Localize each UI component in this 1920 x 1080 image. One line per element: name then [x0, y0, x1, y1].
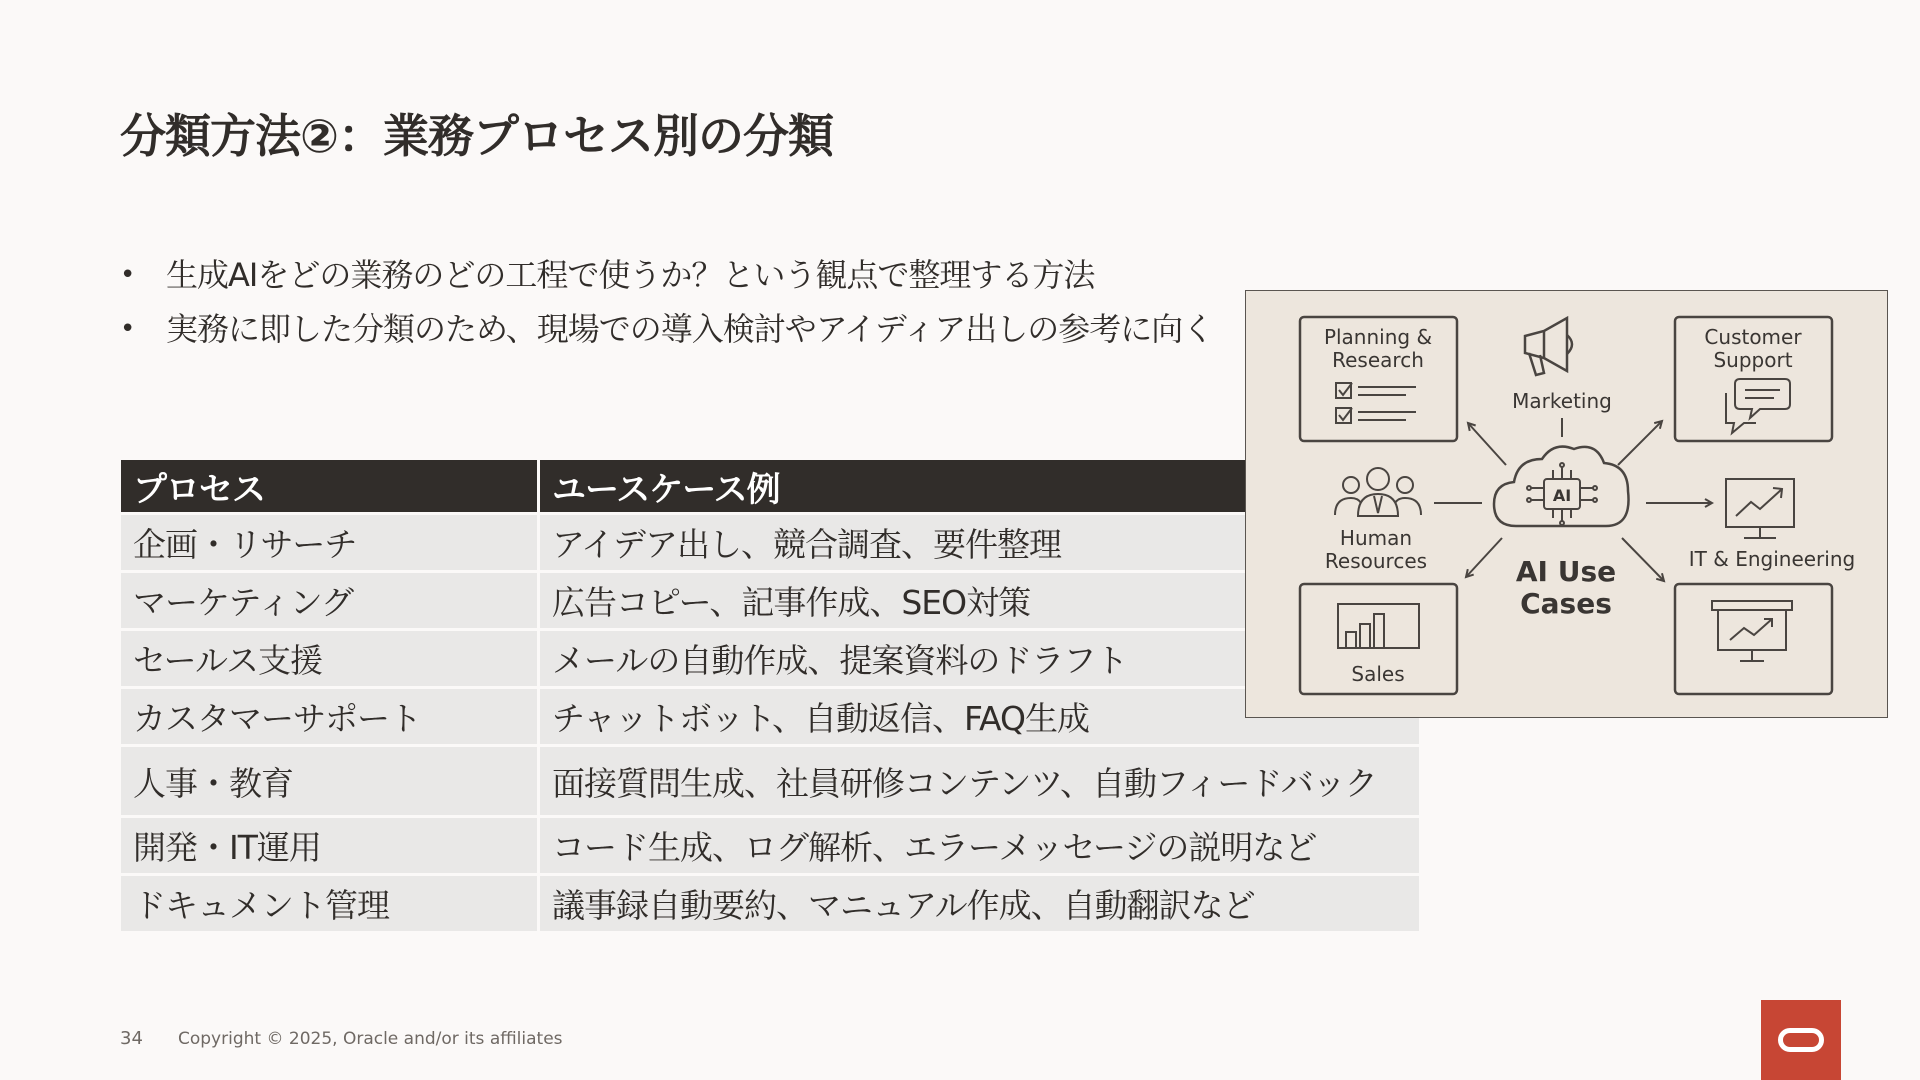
presentation-node: [1675, 584, 1832, 694]
process-cell: ドキュメント管理: [121, 876, 537, 931]
process-cell: 企画・リサーチ: [121, 515, 537, 570]
human-resources-node: [1325, 468, 1427, 573]
arrow-to-planning: [1468, 423, 1506, 465]
arrow-to-support: [1618, 421, 1662, 465]
process-cell: 人事・教育: [121, 747, 537, 815]
table-row: [121, 631, 1419, 686]
customer-support-node: [1675, 317, 1832, 441]
process-cell: 開発・IT運用: [121, 818, 537, 873]
bullet-text: 実務に即した分類のため、現場での導入検討やアイディア出しの参考に向く: [166, 310, 1214, 348]
table-row: [121, 876, 1419, 931]
page-number: 34: [120, 1028, 143, 1049]
checklist-icon: [1336, 383, 1416, 423]
table-header-row: [121, 460, 1419, 512]
infographic-svg: [1246, 291, 1889, 719]
ai-chip-label: AI: [1552, 486, 1572, 505]
sales-node: [1300, 584, 1457, 694]
it-engineering-node: [1689, 479, 1855, 571]
it-label: IT & Engineering: [1688, 547, 1856, 571]
process-cell: セールス支援: [121, 631, 537, 686]
sales-label: Sales: [1351, 662, 1405, 686]
usecase-cell: メールの自動作成、提案資料のドラフト: [540, 631, 1419, 686]
bullet-item: [120, 302, 1213, 356]
hr-label-1: Human: [1339, 526, 1413, 550]
table-row: [121, 689, 1419, 744]
bullet-item: [120, 248, 1213, 302]
usecase-cell: アイデア出し、競合調査、要件整理: [540, 515, 1419, 570]
usecase-cell: 議事録自動要約、マニュアル作成、自動翻訳など: [540, 876, 1419, 931]
oracle-logo-ring-icon: [1778, 1028, 1824, 1052]
oracle-logo: [1761, 1000, 1841, 1080]
support-label-2: Support: [1713, 348, 1793, 372]
bullet-list: [120, 248, 1213, 356]
presentation-board-icon: [1712, 601, 1792, 661]
marketing-label: Marketing: [1512, 389, 1612, 413]
center-title-1: AI Use: [1515, 555, 1617, 588]
arrow-to-sales: [1466, 538, 1502, 577]
planning-research-node: [1300, 317, 1457, 441]
header-usecase: ユースケース例: [540, 460, 1419, 512]
usecase-cell: チャットボット、自動返信、FAQ生成: [540, 689, 1419, 744]
table-row: [121, 747, 1419, 815]
arrow-to-presentation: [1622, 538, 1664, 581]
usecase-cell: コード生成、ログ解析、エラーメッセージの説明など: [540, 818, 1419, 873]
monitor-chart-icon: [1726, 479, 1794, 538]
hr-label-2: Resources: [1324, 549, 1428, 573]
megaphone-icon: [1525, 318, 1572, 375]
slide-title: 分類方法②：業務プロセス別の分類: [120, 109, 833, 163]
copyright-text: Copyright © 2025, Oracle and/or its affiliates: [178, 1029, 563, 1049]
bar-chart-icon: [1338, 604, 1419, 648]
people-icon: [1335, 468, 1421, 516]
support-label-1: Customer: [1704, 325, 1802, 349]
ai-use-cases-infographic: [1245, 290, 1888, 718]
table-row: [121, 515, 1419, 570]
ai-center-node: [1494, 447, 1629, 620]
process-usecase-table: [118, 457, 1422, 934]
marketing-node: [1512, 318, 1612, 437]
bullet-text: 生成AIをどの業務のどの工程で使うか？という観点で整理する方法: [166, 256, 1095, 294]
table-row: [121, 818, 1419, 873]
process-cell: マーケティング: [121, 573, 537, 628]
bullet-dot: •: [120, 314, 135, 344]
bullet-dot: •: [120, 260, 135, 290]
planning-label-2: Research: [1332, 348, 1424, 372]
usecase-cell: 広告コピー、記事作成、SEO対策: [540, 573, 1419, 628]
process-cell: カスタマーサポート: [121, 689, 537, 744]
table-row: [121, 573, 1419, 628]
planning-label-1: Planning &: [1323, 325, 1433, 349]
center-title-2: Cases: [1520, 587, 1612, 620]
chat-bubble-icon: [1726, 379, 1790, 433]
usecase-cell: 面接質問生成、社員研修コンテンツ、自動フィードバック: [540, 747, 1419, 815]
header-process: プロセス: [121, 460, 537, 512]
